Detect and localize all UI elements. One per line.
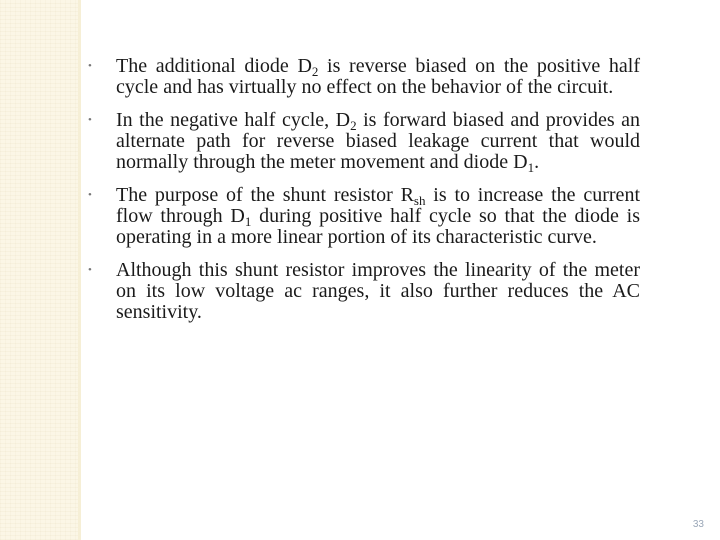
bullet-item-1 (84, 56, 640, 98)
bullet-text: The additional diode $D_2$ is reverse biased on the positive half cycle and has virtually no effect on the behavior of the circuit. (116, 55, 640, 98)
decorative-side-strip (0, 0, 79, 540)
page-number: 33 (692, 519, 704, 530)
slide-body (84, 56, 640, 335)
bullet-icon: • (88, 114, 92, 126)
decorative-divider (78, 0, 81, 540)
bullet-item-4 (84, 260, 640, 323)
bullet-text: The purpose of the shunt resistor $R_{sh}$ is to increase the current flow through $D_1$ during positive half cycle so that the diode is operating in a more linear portion of its characteristic curve. (116, 184, 640, 248)
bullet-item-2 (84, 110, 640, 173)
bullet-text: In the negative half cycle, $D_2$ is forward biased and provides an alternate path for reverse biased leakage current that would normally through the meter movement and diode $D_1$. (116, 109, 640, 175)
bullet-icon: • (88, 189, 92, 201)
bullet-icon: • (88, 264, 92, 276)
bullet-icon: • (88, 60, 92, 72)
bullet-item-3 (84, 185, 640, 248)
bullet-text: Although this shunt resistor improves the linearity of the meter on its low voltage ac ranges, it also further reduces the AC sensitivity. (116, 259, 640, 323)
